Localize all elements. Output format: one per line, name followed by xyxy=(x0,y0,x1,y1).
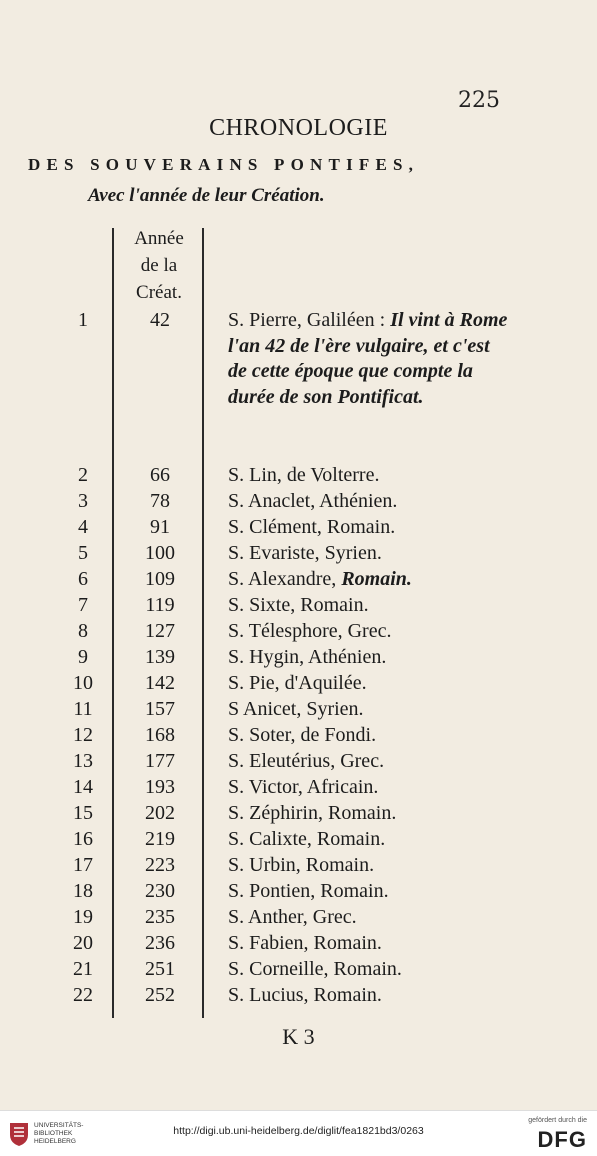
pope-name-text: S. Alexandre, xyxy=(228,568,337,590)
pope-name-text: S. Zéphirin, Romain. xyxy=(228,802,397,824)
table-row xyxy=(0,620,597,645)
pope-number: 1 xyxy=(78,309,88,331)
pope-name xyxy=(228,646,386,669)
pope-name xyxy=(228,776,378,799)
table-row xyxy=(0,516,597,541)
pope-name xyxy=(228,802,396,825)
source-url[interactable]: http://digi.ub.uni-heidelberg.de/diglit/fea1821bd3/0263 xyxy=(173,1125,424,1137)
pope-number: 9 xyxy=(78,646,88,668)
pope-number: 21 xyxy=(73,958,93,980)
pope-name xyxy=(228,880,389,903)
table-row xyxy=(0,490,597,515)
creation-year: 127 xyxy=(145,620,175,642)
pope-name xyxy=(228,724,376,747)
pope-name xyxy=(228,958,402,981)
table-row xyxy=(0,698,597,723)
pope-number: 16 xyxy=(73,828,93,850)
pope-name-text: S. Fabien, Romain. xyxy=(228,932,382,954)
pope-name xyxy=(228,984,382,1007)
table-row xyxy=(0,802,597,827)
pope-name-text: S. Calixte, Romain. xyxy=(228,828,386,850)
pope-name-text: S. Corneille, Romain. xyxy=(228,958,402,980)
table-row xyxy=(0,854,597,879)
table-row xyxy=(0,828,597,853)
creation-year: 42 xyxy=(150,309,170,331)
pope-number: 2 xyxy=(78,464,88,486)
page-subtitle-italic: Avec l'année de leur Création. xyxy=(88,185,325,206)
header-line-3: Créat. xyxy=(136,282,182,303)
pope-name-text: S. Soter, de Fondi. xyxy=(228,724,377,746)
pope-name-text: S. Pie, d'Aquilée. xyxy=(228,672,367,694)
first-entry-note: Il vint à Rome l'an 42 de l'ère vulgaire, et c'est de cette époque que compte la durée de son Pontificat. xyxy=(228,309,508,408)
pope-number: 13 xyxy=(73,750,93,772)
pope-name-text: S. Anther, Grec. xyxy=(228,906,357,928)
pope-name xyxy=(228,932,382,955)
pope-name xyxy=(228,828,385,851)
page-title: CHRONOLOGIE xyxy=(209,115,388,141)
viewer-footer xyxy=(0,1110,597,1156)
creation-year: 157 xyxy=(145,698,175,720)
creation-year: 219 xyxy=(145,828,175,850)
signature-mark: K 3 xyxy=(282,1024,315,1049)
creation-year: 91 xyxy=(150,516,170,538)
table-row xyxy=(0,568,597,593)
pope-name-text: S. Victor, Africain. xyxy=(228,776,379,798)
pope-name-text: S. Urbin, Romain. xyxy=(228,854,375,876)
creation-year: 139 xyxy=(145,646,175,668)
pope-number: 3 xyxy=(78,490,88,512)
pope-name-text: S. Lucius, Romain. xyxy=(228,984,382,1006)
creation-year: 66 xyxy=(150,464,170,486)
pope-number: 8 xyxy=(78,620,88,642)
table-row xyxy=(0,646,597,671)
creation-year: 78 xyxy=(150,490,170,512)
creation-year: 252 xyxy=(145,984,175,1006)
table-row xyxy=(0,906,597,931)
pope-name-text: S Anicet, Syrien. xyxy=(228,698,364,720)
first-entry-text xyxy=(228,308,513,410)
table-row xyxy=(0,594,597,619)
creation-year: 100 xyxy=(145,542,175,564)
creation-year: 177 xyxy=(145,750,175,772)
pope-name-text: S. Sixte, Romain. xyxy=(228,594,369,616)
pope-name xyxy=(228,672,367,695)
pope-name xyxy=(228,854,374,877)
table-row xyxy=(0,464,597,489)
pope-name xyxy=(228,750,384,773)
creation-year: 202 xyxy=(145,802,175,824)
page-subtitle: DES SOUVERAINS PONTIFES, xyxy=(28,155,420,174)
pope-number: 14 xyxy=(73,776,93,798)
creation-year: 251 xyxy=(145,958,175,980)
pope-number: 10 xyxy=(73,672,93,694)
pope-name-text: S. Eleutérius, Grec. xyxy=(228,750,385,772)
header-line-2: de la xyxy=(140,255,178,276)
table-row xyxy=(0,542,597,567)
pope-number: 5 xyxy=(78,542,88,564)
pope-name-text: S. Hygin, Athénien. xyxy=(228,646,387,668)
pope-name-text: S. Clément, Romain. xyxy=(228,516,396,538)
page-number: 225 xyxy=(458,88,500,113)
pope-name-text: S. Lin, de Volterre. xyxy=(228,464,380,486)
creation-year: 230 xyxy=(145,880,175,902)
table-row xyxy=(0,672,597,697)
pope-number: 18 xyxy=(73,880,93,902)
pope-number: 20 xyxy=(73,932,93,954)
pope-number: 4 xyxy=(78,516,88,538)
funding-note: gefördert durch die xyxy=(528,1117,587,1124)
pope-name-text: S. Pontien, Romain. xyxy=(228,880,389,902)
pope-number: 7 xyxy=(78,594,88,616)
pope-name xyxy=(228,698,364,721)
creation-year: 142 xyxy=(145,672,175,694)
year-column-header xyxy=(118,225,200,306)
pope-number: 6 xyxy=(78,568,88,590)
table-row xyxy=(0,750,597,775)
pope-name: S. Pierre, Galiléen : xyxy=(228,309,386,331)
table-row xyxy=(0,880,597,905)
pope-name xyxy=(228,568,412,591)
pope-name-text: S. Télesphore, Grec. xyxy=(228,620,392,642)
pope-name xyxy=(228,464,379,487)
library-name: UNIVERSITÄTS- BIBLIOTHEK HEIDELBERG xyxy=(34,1122,84,1145)
creation-year: 109 xyxy=(145,568,175,590)
pope-number: 22 xyxy=(73,984,93,1006)
table-row xyxy=(0,724,597,749)
header-line-1: Année xyxy=(134,228,184,249)
creation-year: 235 xyxy=(145,906,175,928)
pope-number: 17 xyxy=(73,854,93,876)
pope-name-text: S. Anaclet, Athénien. xyxy=(228,490,398,512)
pope-name xyxy=(228,490,397,513)
dfg-logo: DFG xyxy=(537,1127,587,1152)
table-row xyxy=(0,776,597,801)
pope-number: 11 xyxy=(73,698,93,720)
creation-year: 119 xyxy=(145,594,175,616)
table-row xyxy=(0,984,597,1009)
table-row xyxy=(0,932,597,957)
pope-name-text: S. Evariste, Syrien. xyxy=(228,542,382,564)
pope-number: 12 xyxy=(73,724,93,746)
pope-name xyxy=(228,906,357,929)
creation-year: 193 xyxy=(145,776,175,798)
table-row xyxy=(0,958,597,983)
creation-year: 236 xyxy=(145,932,175,954)
pope-number: 15 xyxy=(73,802,93,824)
creation-year: 223 xyxy=(145,854,175,876)
pope-name xyxy=(228,542,382,565)
pope-origin-italic: Romain. xyxy=(341,568,412,590)
creation-year: 168 xyxy=(145,724,175,746)
pope-number: 19 xyxy=(73,906,93,928)
pope-name xyxy=(228,594,369,617)
pope-name xyxy=(228,516,395,539)
pope-name xyxy=(228,620,391,643)
